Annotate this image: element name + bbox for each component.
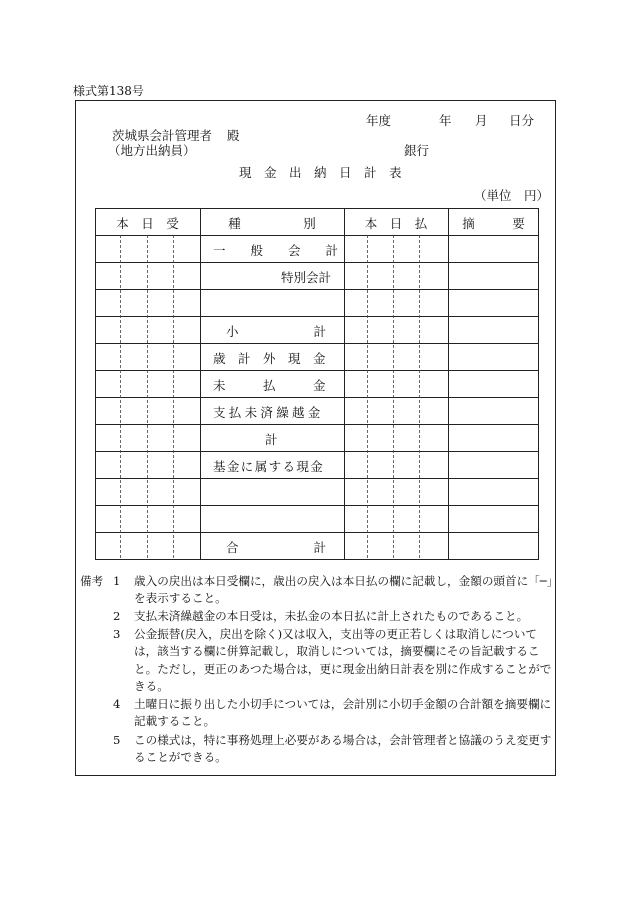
note-text: 支払未済繰越金の本日受は，未払金の本日払に計上されたものであること。 — [134, 609, 529, 623]
col-header-category: 種 別 — [228, 216, 316, 231]
unit-label: （単位 円） — [474, 188, 550, 203]
row-label: 一 般 会 計 — [213, 243, 339, 258]
row-label: 未 払 金 — [213, 378, 326, 393]
note-number: 2 — [113, 609, 121, 623]
row-label: 計 — [265, 432, 278, 447]
row-label: 小 計 — [226, 324, 327, 339]
col-header-payments: 本 日 払 — [364, 216, 428, 231]
notes-label: 備考 — [80, 574, 104, 588]
row-label: 支払未済繰越金 — [213, 405, 324, 420]
col-header-remarks: 摘 要 — [462, 216, 525, 231]
row-label: 基金に属する現金 — [213, 459, 325, 474]
note-number: 3 — [113, 627, 121, 641]
cash-daily-table — [95, 208, 539, 560]
bank-label: 銀行 — [404, 143, 430, 158]
day-portion-label: 日分 — [509, 113, 535, 128]
row-label: 合 計 — [226, 540, 327, 555]
note-number: 4 — [113, 697, 121, 711]
sender: （地方出納員） — [108, 143, 196, 158]
note-text: 歳入の戻出は本日受欄に，歳出の戻入は本日払の欄に記載し，金額の頭首に「─」を表示すること。 — [134, 574, 553, 606]
note-number: 5 — [113, 733, 121, 747]
note-text: 公金振替(戻入，戻出を除く)又は収入，支出等の更正若しくは取消しについては，該当する欄に併算記載し，取消しについては，摘要欄にその旨記載すること。ただし，更正のあつた場合は，更に現金出納日計表を別に作成することができる。 — [134, 627, 552, 694]
month-label: 月 — [475, 113, 488, 128]
row-label: 特別会計 — [281, 270, 332, 285]
form-number: 様式第138号 — [73, 84, 144, 98]
note-text: 土曜日に振り出した小切手については，会計別に小切手金額の合計額を摘要欄に記載すること。 — [134, 697, 552, 729]
note-number: 1 — [113, 574, 121, 588]
note-item — [113, 608, 554, 625]
note-text: この様式は，特に事務処理上必要がある場合は，会計管理者と協議のうえ変更することができる。 — [134, 733, 552, 765]
note-item — [113, 732, 554, 767]
row-label: 歳 計 外 現 金 — [213, 351, 326, 366]
note-item — [113, 626, 554, 696]
note-item — [113, 573, 554, 608]
note-item — [113, 696, 554, 731]
page-title: 現 金 出 納 日 計 表 — [239, 165, 402, 180]
year-label: 年 — [439, 113, 452, 128]
addressee: 茨城県会計管理者 — [112, 128, 213, 143]
honorific: 殿 — [227, 128, 240, 143]
col-header-receipts: 本 日 受 — [116, 216, 179, 231]
fiscal-year-label: 年度 — [366, 113, 392, 128]
